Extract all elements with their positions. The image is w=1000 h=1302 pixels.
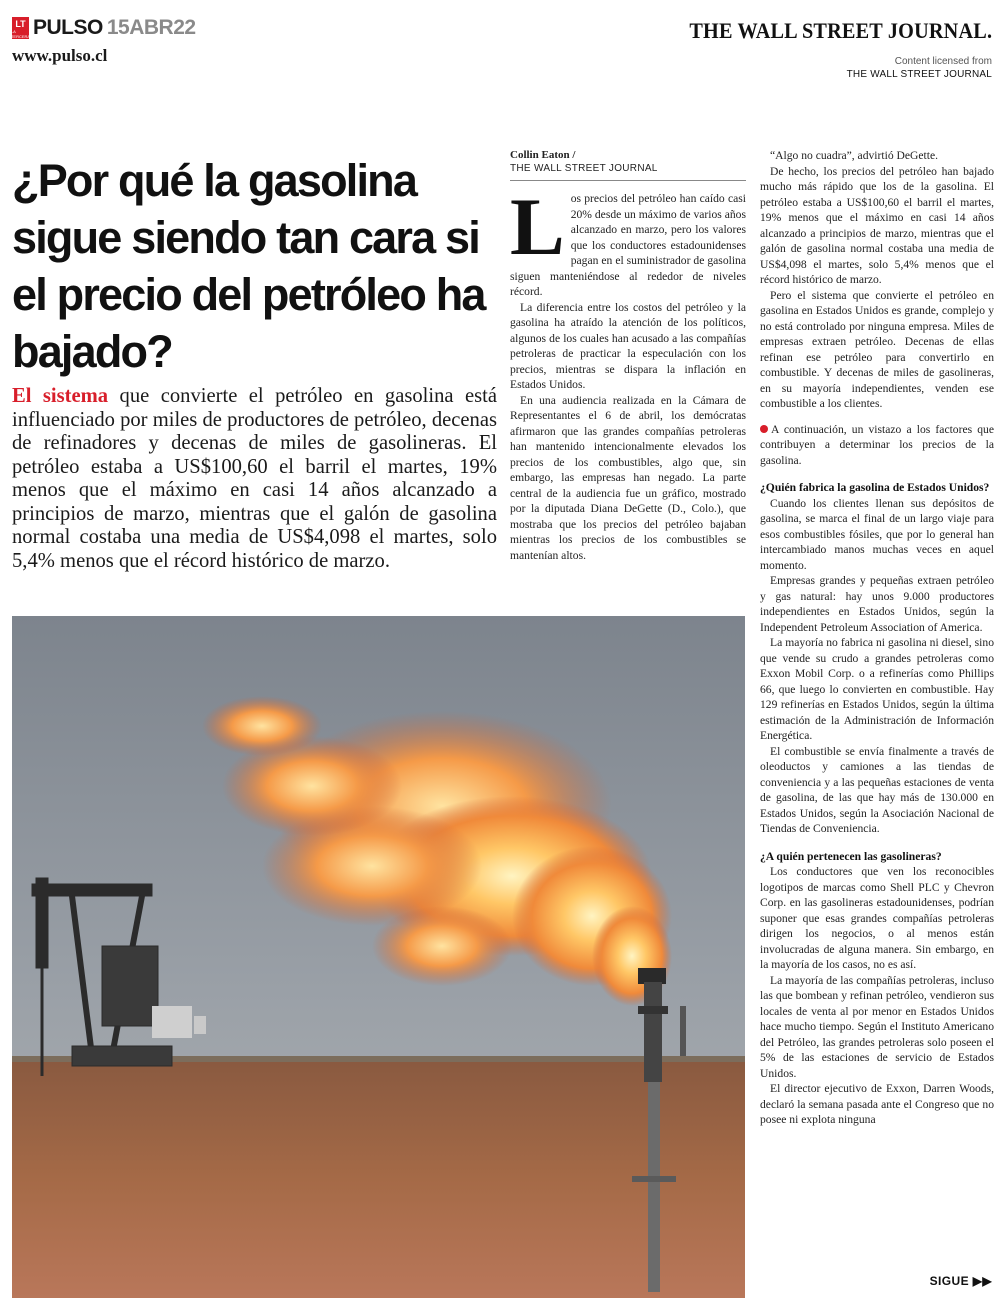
byline-author: Collin Eaton / bbox=[510, 149, 576, 161]
lt-logo-subtext: LA TERCERA bbox=[10, 29, 31, 39]
drop-cap: L bbox=[510, 181, 565, 272]
wsj-logo: THE WALL STREET JOURNAL. bbox=[689, 18, 992, 43]
license-line-2: THE WALL STREET JOURNAL bbox=[846, 69, 992, 80]
byline bbox=[510, 148, 746, 176]
site-url[interactable]: www.pulso.cl bbox=[12, 46, 108, 65]
brand-row bbox=[12, 16, 196, 40]
paragraph: De hecho, los precios del petróleo han bajado mucho más rápido que los de la gasolina. El petróleo estaba a US$100,60 el barril el martes, 19% menos que el máximo en casi 14 años alcanzado a principios de marzo, mientras que el galón de gasolina normal costaba una media de US$4,098 el martes, solo 5,4% menos que el récord histórico de marzo. bbox=[760, 164, 994, 286]
license-credit bbox=[847, 56, 992, 80]
paragraph: La mayoría no fabrica ni gasolina ni diesel, sino que vende su crudo a grandes petroleras como Exxon Mobil Corp. o a refinerías como Phillips 66, que luego lo convierten en combustible. Hay 129 refinerías en Estados Unidos, según la última estimación de la Administración de Información Energética. bbox=[760, 636, 994, 742]
paragraph: Empresas grandes y pequeñas extraen petróleo y gas natural: hay unos 9.000 productores independientes en Estados Unidos, según la Independent Petroleum Association of America. bbox=[760, 574, 994, 634]
continue-marker[interactable]: SIGUE ▶▶ bbox=[929, 1274, 992, 1288]
paragraph: Cuando los clientes llenan sus depósitos de gasolina, se marca el final de un largo viaje para esos combustibles fósiles, que por lo general han intercambiado manos muchas veces en aquel momento. bbox=[760, 496, 994, 572]
paragraph: Los conductores que ven los reconocibles logotipos de marcas como Shell PLC y Chevron Corp. en las gasolineras estadounidenses, podrían suponer que esas grandes compañías petroleras dirigen los negocios, o al menos están involucradas de alguna manera. Sin embargo, en la mayoría de los casos, no es así. bbox=[760, 865, 994, 971]
bullet-paragraph bbox=[760, 422, 994, 469]
equipment-box bbox=[152, 1006, 192, 1038]
paragraph: La diferencia entre los costos del petróleo y la gasolina ha atraído la atención de los políticos, algunos de los cuales han acusado a las compañías petroleras de practicar la especulación con los precios, mientras se dispara la inflación en Estados Unidos. bbox=[510, 300, 746, 391]
section-name: PULSO bbox=[33, 16, 103, 39]
la-tercera-logo bbox=[12, 17, 29, 39]
red-bullet-icon bbox=[760, 425, 768, 433]
lead-text: que convierte el petróleo en gasolina está influenciado por miles de productores de petróleo, decenas de refinadores y decenas de miles de gasolineras. El petróleo estaba a US$100,60 el barril el martes, 19% menos que el máximo en casi 14 años alcanzado a principios de marzo, mientras que el galón de gasolina normal costaba una media de US$4,098 el martes, solo 5,4% menos que el récord histórico de marzo. bbox=[12, 385, 497, 572]
paragraph: La mayoría de las compañías petroleras, incluso las que bombean y refinan petróleo, vendieron sus locales de venta al por menor en Estados Unidos hace mucho tiempo. Según el Instituto Americano del Petróleo, las grandes petroleras solo poseen el 5% de las estaciones de servicio de Estados Unidos. bbox=[760, 973, 994, 1080]
subheading: ¿Quién fabrica la gasolina de Estados Unidos? bbox=[760, 481, 990, 494]
paragraph: El combustible se envía finalmente a través de oleoductos y camiones a las tiendas de conveniencia y a las pequeñas estaciones de venta de gasolina, de las que hay más de 130.000 en Estados Unidos, según la Asociación Nacional de Tiendas de Conveniencia. bbox=[760, 744, 994, 835]
article-lead bbox=[12, 385, 497, 573]
equipment-box-small bbox=[194, 1016, 206, 1034]
gas-flare-illustration bbox=[12, 616, 745, 1298]
paragraph: En una audiencia realizada en la Cámara de Representantes el 6 de abril, los demócratas afirmaron que las grandes compañías petroleras han mantenido intencionalmente elevados los precios de los combustibles, algo que, sin embargo, las empresas han negado. La parte central de la audiencia fue un gráfico, mostrado por la diputada Diana DeGette (D., Colo.), que mostraba que los precios del petróleo bajaban mientras los precios de los combustibles se mantenían altos. bbox=[510, 393, 746, 562]
article-photo bbox=[12, 616, 745, 1298]
lt-logo-text: LT bbox=[15, 19, 26, 29]
subheading: ¿A quién pertenecen las gasolineras? bbox=[760, 849, 942, 863]
masthead bbox=[12, 16, 196, 66]
paragraph: “Algo no cuadra”, advirtió DeGette. bbox=[770, 149, 939, 162]
paragraph-text: os precios del petróleo han caído casi 20% desde un máximo de varios años alcanzado en marzo, pero los valores que los conductores estadounidenses pagan en el suministrador de gasolina siguen manteniéndose al rededor de niveles récord. bbox=[510, 192, 746, 298]
article-column-2 bbox=[510, 148, 746, 563]
issue-date: 15ABR22 bbox=[106, 16, 196, 39]
article-headline: ¿Por qué la gasolina sigue siendo tan cara si el precio del petróleo ha bajado? bbox=[12, 155, 485, 377]
lead-kicker: El sistema bbox=[12, 385, 109, 407]
paragraph bbox=[510, 181, 746, 300]
paragraph: Pero el sistema que convierte el petróleo en gasolina en Estados Unidos es grande, complejo y no está controlado por ninguna empresa. Miles de empresas extraen petróleo. Decenas de ellas refinan ese petróleo para convertirlo en combustible. Y decenas de miles de gasolineras, en su mayoría independientes, venden ese combustible a los clientes. bbox=[760, 288, 994, 410]
paragraph: El director ejecutivo de Exxon, Darren Woods, declaró la semana pasada ante el Congreso que no posee ni explota ninguna bbox=[760, 1082, 994, 1126]
byline-publication: THE WALL STREET JOURNAL bbox=[510, 163, 658, 174]
license-line-1: Content licensed from bbox=[894, 56, 992, 67]
article-column-3 bbox=[760, 148, 994, 1128]
paragraph-text: A continuación, un vistazo a los factores que contribuyen a determinar los precios de la gasolina. bbox=[760, 422, 994, 467]
